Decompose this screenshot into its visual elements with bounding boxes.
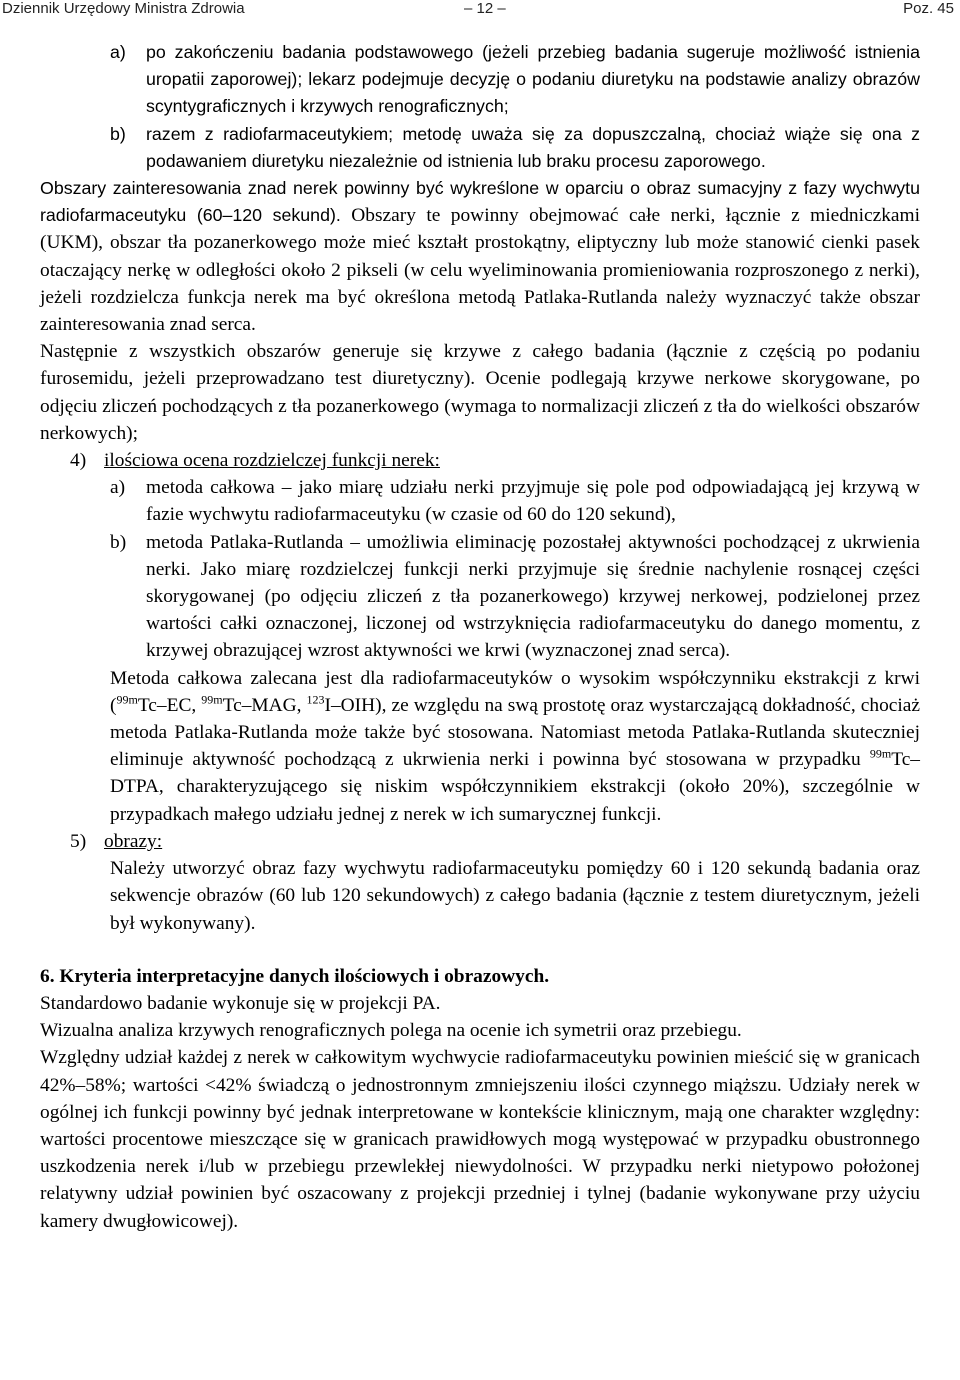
text-run: Metoda całkowa zalecana jest dla radiofarmaceutyków o wysokim współczynniku ekstrakcji z krwi (	[110, 667, 920, 716]
section-heading: 6. Kryteria interpretacyjne danych ilościowych i obrazowych.	[40, 965, 550, 987]
isotope-superscript: 99m	[201, 692, 223, 707]
section-spacer	[40, 937, 920, 963]
paragraph-images: Należy utworzyć obraz fazy wychwytu radiofarmaceutyku pomiędzy 60 i 120 sekundą badania oraz sekwencje obrazów (60 lub 120 sekundowych) z całego badania (łącznie z testem diuretycznym, jeżeli był wykonywany).	[110, 858, 920, 934]
text-run: Tc–EC,	[137, 694, 202, 716]
page-number: – 12 –	[464, 0, 506, 17]
paragraph-visual-analysis: Wizualna analiza krzywych renograficznych polega na ocenie ich symetrii oraz przebiegu.	[40, 1020, 742, 1042]
text-run: Tc–MAG,	[222, 694, 307, 716]
method-item-label: a)	[110, 477, 126, 499]
page-header	[2, 0, 960, 18]
method-item-label: b)	[110, 531, 127, 553]
method-item-text: metoda Patlaka-Rutlanda – umożliwia eliminację pozostałej aktywności pochodzącej z ukrwienia nerki. Jako miarę rozdzielczej funkcji nerki przyjmuje się średnie nachylenie rosnącej części skorygowanej (po odjęciu zliczeń z tła pozanerkowego) krzywej nerkowej, podzielonej przez wartości całki oznaczonej, liczonej od wstrzyknięcia radiofarmaceutyku do danego momentu, z krzywej obrazującej wzrost aktywności we krwi (wyznaczonej znad serca).	[146, 531, 920, 662]
list-item-b	[40, 121, 920, 175]
paragraph-curves: Następnie z wszystkich obszarów generuje się krzywe z całego badania (łącznie z częścią po podaniu furosemidu, jeżeli przeprowadzano test diuretyczny). Ocenie podlegają krzywe nerkowe skorygowane, po odjęciu zliczeń pochodzących z tła pozanerkowego (wymaga to normalizacji zliczeń z tła do wielkości obszarów nerkowych);	[40, 341, 920, 444]
position-number: Poz. 45	[903, 0, 954, 17]
regions-sentence-sans: Obszary zainteresowania znad nerek powinny być wykreślone w oparciu o obraz sumacyjny z fazy wychwytu radiofarmaceutyku (60–120 sekund).	[40, 178, 920, 226]
paragraph-relative-uptake: Względny udział każdej z nerek w całkowitym wychwycie radiofarmaceutyku powinien mieścić się w granicach 42%–58%; wartości <42% świadczą o jednostronnym zmniejszeniu ilości czynnego miąższu. Udziały nerek w ogólnej ich funkcji powinny być jednak interpretowane w kontekście klinicznym, mają one charakter względny: wartości procentowe mieszczące się w granicach prawidłowych mogą występować w przypadku obustronnego uszkodzenia nerek i/lub w przebiegu przewlekłej niewydolności. W przypadku nerki nietypowo położonej relatywny udział powinien być oszacowany z projekcji przedniej i tylnej (badanie wykonywane przy użyciu kamery dwugłowicowej).	[40, 1047, 920, 1232]
numbered-item-label: 4)	[70, 450, 87, 472]
text-run: I–OIH), ze względu na swą prostotę oraz wystarczającą dokładność, chociaż metoda Patlaka-Rutlanda może także być stosowana. Natomiast metoda Patlaka-Rutlanda skuteczniej eliminuje aktywność pochodzącą z ukrwienia nerki i powinna być stosowana w przypadku	[110, 694, 920, 771]
isotope-superscript: 99m	[869, 746, 892, 761]
regions-sentence-serif: Obszary te powinny obejmować całe nerki, łącznie z miedniczkami (UKM), obszar tła pozanerkowego może mieć kształt prostokątny, eliptyczny lub może stanowić cienki pasek otaczający nerkę w odległości około 2 pikseli (w celu wyeliminowania promieniowania rozproszonego z nerki), jeżeli rozdzielcza funkcja nerek ma być określona metodą Patlaka-Rutlanda należy wyznaczyć także obszar zainteresowania znad serca.	[40, 205, 921, 336]
list-item-a	[40, 39, 920, 121]
numbered-item-5	[40, 828, 920, 855]
numbered-item-4	[40, 447, 920, 474]
isotope-superscript: 99m	[116, 692, 138, 707]
paragraph-method-recommendation	[40, 665, 920, 828]
list-item-label: a)	[110, 42, 126, 62]
numbered-item-label: 5)	[70, 830, 87, 852]
list-item-label: b)	[110, 123, 126, 144]
paragraph-projection: Standardowo badanie wykonuje się w projekcji PA.	[40, 992, 441, 1014]
method-item-text: metoda całkowa – jako miarę udziału nerki przyjmuje się pole pod odpowiadającą jej krzywą w fazie wychwytu radiofarmaceutyku (w czasie od 60 do 120 sekund),	[146, 477, 920, 526]
paragraph-regions	[40, 175, 920, 338]
method-item-b	[40, 529, 920, 665]
list-item-text: razem z radiofarmaceutykiem; metodę uważa się za dopuszczalną, chociaż wiąże się ona z podawaniem diuretyku niezależnie od istnienia lub braku procesu zaporowego.	[146, 123, 920, 171]
numbered-item-title: obrazy:	[104, 830, 163, 852]
isotope-superscript: 123	[306, 692, 325, 707]
journal-title: Dziennik Urzędowy Ministra Zdrowia	[2, 0, 245, 17]
list-item-text: po zakończeniu badania podstawowego (jeżeli przebieg badania sugeruje możliwość istnienia uropatii zaporowej); lekarz podejmuje decyzję o podaniu diuretyku na podstawie analizy obrazów scyntygraficznych i krzywych renograficznych;	[146, 42, 920, 117]
text-run: Tc–DTPA, charakteryzującego się niskim współczynnikiem ekstrakcji (około 20%), szczególnie w przypadkach małego udziału jednej z nerek w ich sumarycznej funkcji.	[110, 749, 920, 825]
document-body	[40, 39, 920, 1235]
numbered-item-title: ilościowa ocena rozdzielczej funkcji nerek:	[104, 450, 440, 472]
method-item-a	[40, 474, 920, 528]
